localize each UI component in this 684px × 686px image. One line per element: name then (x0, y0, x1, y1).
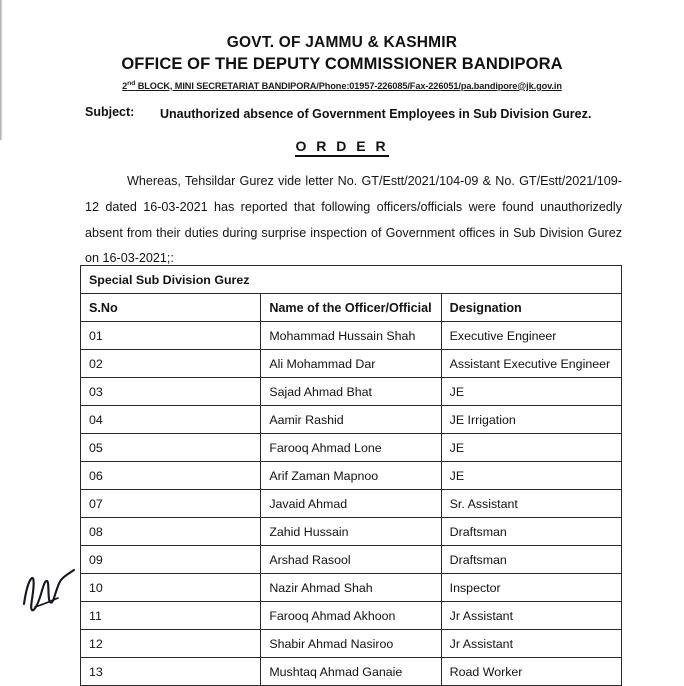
cell-name: Aamir Rashid (261, 406, 441, 434)
organization-name-line-2: OFFICE OF THE DEPUTY COMMISSIONER BANDIPORA (121, 55, 563, 74)
cell-sno: 08 (81, 518, 261, 546)
cell-sno: 09 (81, 546, 261, 574)
address-ordinal-suffix: nd (127, 79, 136, 87)
table-row (81, 574, 622, 602)
cell-name: Arshad Rasool (261, 546, 441, 574)
signature-strokes (18, 560, 88, 620)
absentee-table (80, 265, 622, 686)
table-row (81, 602, 622, 630)
table-row (81, 546, 622, 574)
organization-name-line-1: GOVT. OF JAMMU & KASHMIR (226, 34, 458, 51)
cell-name: Javaid Ahmad (261, 490, 441, 518)
cell-name: Arif Zaman Mapnoo (261, 462, 441, 490)
table-row (81, 322, 622, 350)
cell-name: Mohammad Hussain Shah (261, 322, 441, 350)
subject-label: Subject: (85, 104, 135, 119)
table-row (81, 434, 622, 462)
scan-edge-artifact (0, 0, 3, 140)
handwritten-signature (18, 560, 88, 620)
cell-designation: Draftsman (441, 518, 621, 546)
cell-sno: 07 (81, 490, 261, 518)
table-row (81, 490, 622, 518)
cell-sno: 10 (81, 574, 261, 602)
cell-sno: 02 (81, 350, 261, 378)
table-row (81, 658, 622, 686)
column-header-name: Name of the Officer/Official (261, 294, 441, 322)
cell-sno: 11 (81, 602, 261, 630)
cell-designation: Draftsman (441, 546, 621, 574)
cell-sno: 03 (81, 378, 261, 406)
subject-block (0, 105, 684, 123)
cell-sno: 06 (81, 462, 261, 490)
office-address-line (0, 80, 684, 91)
table-title-cell: Special Sub Division Gurez (81, 266, 622, 294)
absentee-table-body (81, 266, 622, 686)
address-remainder: BLOCK, MINI SECRETARIAT BANDIPORA/Phone:01957-226085/Fax-226051/pa.bandipore@jk.gov.in (135, 80, 562, 91)
cell-sno: 04 (81, 406, 261, 434)
table-row (81, 406, 622, 434)
table-row (81, 518, 622, 546)
cell-designation: Executive Engineer (441, 322, 621, 350)
cell-sno: 12 (81, 630, 261, 658)
cell-name: Ali Mohammad Dar (261, 350, 441, 378)
cell-designation: Sr. Assistant (441, 490, 621, 518)
cell-designation: JE (441, 462, 621, 490)
cell-name: Zahid Hussain (261, 518, 441, 546)
cell-designation: Road Worker (441, 658, 621, 686)
table-row (81, 462, 622, 490)
order-heading-text: O R D E R (295, 138, 388, 157)
absentee-table-wrapper (80, 265, 622, 686)
table-header-row (81, 294, 622, 322)
cell-designation: Inspector (441, 574, 621, 602)
order-body-paragraph: Whereas, Tehsildar Gurez vide letter No. GT/Estt/2021/104-09 & No. GT/Estt/2021/109-12 dated 16-03-2021 has reported that following officers/officials were found unauthorizedly absent from their duties during surprise inspection of Government offices in Sub Division Gurez on 16-03-2021;: (85, 174, 622, 266)
cell-name: Nazir Ahmad Shah (261, 574, 441, 602)
cell-designation: JE (441, 378, 621, 406)
cell-designation: Jr Assistant (441, 630, 621, 658)
letterhead (0, 0, 684, 91)
cell-sno: 01 (81, 322, 261, 350)
column-header-designation: Designation (441, 294, 621, 322)
cell-designation: Assistant Executive Engineer (441, 350, 621, 378)
cell-name: Farooq Ahmad Lone (261, 434, 441, 462)
cell-designation: JE (441, 434, 621, 462)
cell-sno: 13 (81, 658, 261, 686)
cell-name: Sajad Ahmad Bhat (261, 378, 441, 406)
cell-name: Mushtaq Ahmad Ganaie (261, 658, 441, 686)
table-row (81, 350, 622, 378)
address-prefix: 2 (122, 80, 128, 91)
order-heading (0, 138, 684, 154)
cell-designation: Jr Assistant (441, 602, 621, 630)
subject-text: Unauthorized absence of Government Employees in Sub Division Gurez. (160, 106, 592, 121)
cell-sno: 05 (81, 434, 261, 462)
table-row (81, 378, 622, 406)
cell-name: Shabir Ahmad Nasiroo (261, 630, 441, 658)
cell-name: Farooq Ahmad Akhoon (261, 602, 441, 630)
column-header-sno: S.No (81, 294, 261, 322)
table-row (81, 630, 622, 658)
cell-designation: JE Irrigation (441, 406, 621, 434)
table-title-row (81, 266, 622, 294)
